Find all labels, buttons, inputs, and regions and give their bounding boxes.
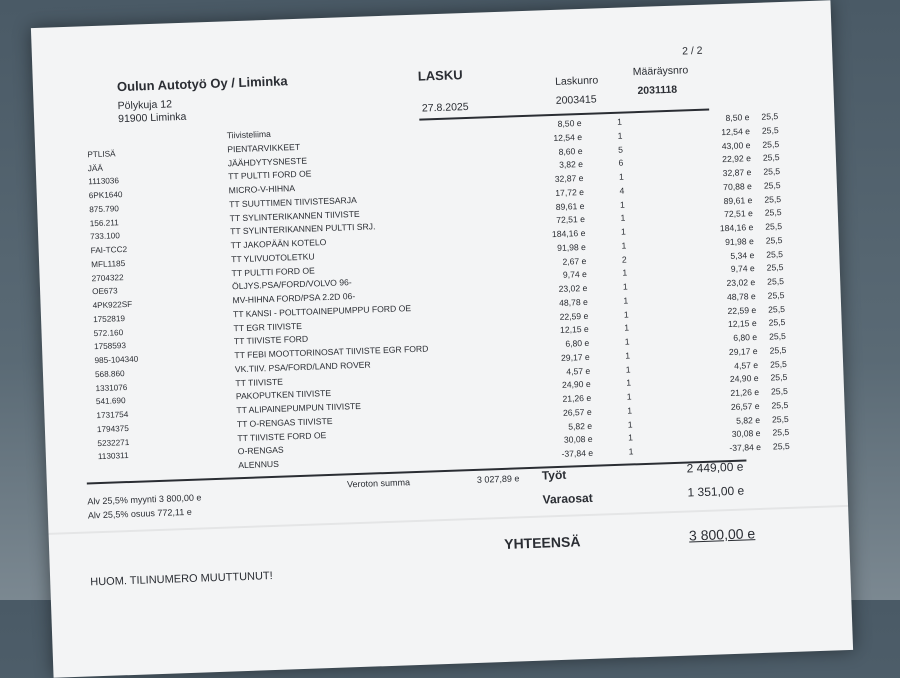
item-total: 43,00 e — [721, 139, 751, 151]
invoice-number: 2003415 — [555, 93, 597, 107]
item-code: 733.100 — [90, 231, 120, 242]
line-items-table — [75, 109, 814, 478]
parts-value: 1 351,00 e — [687, 483, 745, 500]
item-description: TT EGR TIIVISTE — [233, 320, 303, 333]
item-vat-rate: 25,5 — [772, 427, 790, 438]
item-unit-price: 21,26 e — [562, 392, 592, 404]
item-code: 1758593 — [93, 341, 127, 352]
item-code: 1731754 — [96, 409, 129, 421]
item-quantity: 1 — [624, 322, 630, 333]
item-vat-rate: 25,5 — [771, 413, 789, 425]
labor-value: 2 449,00 e — [686, 459, 744, 476]
company-address-city: 91900 Liminka — [117, 110, 187, 126]
item-quantity: 1 — [620, 226, 626, 237]
item-code: 1794375 — [96, 423, 129, 434]
item-total: 70,88 e — [722, 180, 753, 192]
item-total: 29,17 e — [728, 345, 758, 357]
item-code: 568.860 — [94, 368, 125, 379]
account-change-notice: HUOM. TILINUMERO MUUTTUNUT! — [90, 570, 273, 589]
item-quantity: 1 — [623, 295, 629, 306]
item-quantity: 1 — [627, 432, 634, 443]
item-quantity: 4 — [619, 185, 625, 196]
item-quantity: 1 — [623, 308, 629, 320]
item-code: 572.160 — [93, 327, 124, 338]
item-description: ÖLJYS.PSA/FORD/VOLVO 96- — [231, 277, 352, 292]
item-quantity: 1 — [620, 212, 626, 223]
item-code: FAI-TCC2 — [90, 244, 128, 256]
item-vat-rate: 25,5 — [771, 399, 789, 411]
item-vat-rate: 25,5 — [769, 358, 787, 370]
item-total: 184,16 e — [719, 222, 754, 234]
order-number-label: Määräysnro — [632, 64, 689, 79]
item-unit-price: 24,90 e — [561, 379, 591, 391]
item-description: PIENTARVIKKEET — [227, 141, 301, 155]
item-total: 91,98 e — [724, 235, 754, 247]
item-total: 12,54 e — [721, 125, 751, 137]
invoice-number-label: Laskunro — [554, 74, 599, 88]
vat-sales: Alv 25,5% myynti 3 800,00 e — [87, 492, 202, 507]
order-number: 2031118 — [637, 83, 678, 98]
item-code: 4PK922SF — [92, 299, 133, 311]
item-vat-rate: 25,5 — [772, 440, 790, 452]
item-vat-rate: 25,5 — [766, 262, 784, 273]
item-quantity: 1 — [622, 281, 628, 292]
item-unit-price: 91,98 e — [557, 241, 587, 253]
item-unit-price: 4,57 e — [566, 365, 591, 377]
item-unit-price: -37,84 e — [561, 447, 594, 459]
item-description: TT PULTTI FORD OE — [228, 168, 312, 182]
item-unit-price: 184,16 e — [551, 227, 586, 240]
grand-total-value: 3 800,00 e — [688, 525, 756, 544]
vat-share: Alv 25,5% osuus 772,11 e — [87, 506, 192, 521]
item-total: 4,57 e — [734, 359, 759, 371]
item-vat-rate: 25,5 — [765, 221, 783, 232]
item-description: TT KANSI - POLTTOAINEPUMPPU FORD OE — [232, 302, 412, 320]
item-vat-rate: 25,5 — [765, 234, 783, 246]
item-unit-price: 12,15 e — [559, 324, 589, 336]
item-unit-price: 5,82 e — [568, 420, 593, 432]
item-total: 32,87 e — [722, 167, 752, 179]
item-vat-rate: 25,5 — [763, 166, 781, 177]
item-unit-price: 29,17 e — [560, 351, 590, 363]
item-description: TT O-RENGAS TIIVISTE — [236, 415, 333, 429]
item-code: 1113036 — [88, 176, 120, 187]
item-description: TT SYLINTERIKANNEN TIIVISTE — [229, 208, 360, 223]
item-unit-price: 3,82 e — [558, 159, 584, 171]
item-code: 5232271 — [97, 437, 130, 448]
item-unit-price: 48,78 e — [558, 296, 588, 308]
item-description: TT ALIPAINEPUMPUN TIIVISTE — [236, 400, 362, 416]
item-description: TT TIIVISTE FORD — [233, 333, 309, 347]
item-vat-rate: 25,5 — [768, 317, 786, 328]
item-quantity: 1 — [622, 267, 628, 278]
item-unit-price: 17,72 e — [555, 186, 585, 198]
item-code: 1752819 — [92, 313, 126, 324]
item-unit-price: 32,87 e — [554, 172, 584, 184]
item-total: 26,57 e — [730, 400, 760, 412]
invoice-paper — [31, 0, 853, 678]
item-unit-price: 30,08 e — [563, 434, 593, 446]
item-unit-price: 89,61 e — [555, 200, 585, 212]
item-quantity: 1 — [625, 363, 631, 375]
item-vat-rate: 25,5 — [770, 385, 788, 397]
item-total: 48,78 e — [726, 290, 756, 302]
item-description: ALENNUS — [238, 458, 280, 471]
item-total: 72,51 e — [723, 208, 753, 220]
item-description: PAKOPUTKEN TIIVISTE — [235, 388, 332, 402]
item-unit-price: 12,54 e — [553, 131, 583, 143]
item-quantity: 2 — [621, 254, 627, 265]
item-quantity: 1 — [616, 116, 623, 127]
item-vat-rate: 25,5 — [762, 138, 780, 150]
item-vat-rate: 25,5 — [767, 303, 786, 315]
item-code: MFL1185 — [91, 258, 126, 269]
company-name: Oulun Autotyö Oy / Liminka — [116, 73, 288, 95]
item-quantity: 1 — [624, 336, 630, 347]
item-total: 5,34 e — [730, 249, 755, 261]
net-label: Veroton summa — [346, 477, 411, 490]
item-total: 30,08 e — [731, 428, 761, 440]
item-code: JÄÄ — [87, 163, 104, 173]
item-unit-price: 23,02 e — [558, 282, 588, 294]
item-vat-rate: 25,5 — [761, 124, 779, 136]
item-code: 2704322 — [91, 272, 124, 283]
item-quantity: 1 — [627, 418, 633, 430]
item-total: 8,50 e — [725, 112, 750, 123]
item-vat-rate: 25,5 — [764, 207, 782, 218]
item-total: 9,74 e — [730, 263, 755, 275]
item-code: 1331076 — [95, 382, 128, 393]
page-number: 2 / 2 — [681, 44, 703, 58]
item-unit-price: 8,60 e — [558, 145, 583, 157]
item-vat-rate: 25,5 — [764, 193, 782, 205]
item-code: OE673 — [91, 286, 118, 297]
item-total: 24,90 e — [729, 373, 759, 385]
item-description: Tiivisteliima — [226, 128, 272, 141]
item-total: 23,02 e — [726, 277, 756, 289]
item-description: TT JAKOPÄÄN KOTELO — [230, 236, 327, 251]
net-value: 3 027,89 e — [476, 473, 520, 485]
item-total: 21,26 e — [730, 386, 760, 398]
item-vat-rate: 25,5 — [761, 111, 779, 122]
item-description: MICRO-V-HIHNA — [228, 183, 296, 196]
item-vat-rate: 25,5 — [767, 276, 785, 287]
item-unit-price: 6,80 e — [565, 337, 590, 349]
item-unit-price: 72,51 e — [556, 214, 586, 226]
item-quantity: 1 — [626, 391, 632, 402]
item-description: TT PULTTI FORD OE — [231, 264, 315, 278]
item-code: 875.790 — [89, 203, 120, 214]
item-quantity: 1 — [617, 130, 623, 141]
item-quantity: 1 — [621, 240, 627, 251]
item-description: TT TIIVISTE — [235, 376, 283, 388]
item-code: 6PK1640 — [88, 190, 123, 201]
company-address-street: Pölykuja 12 — [117, 98, 173, 113]
item-unit-price: 26,57 e — [562, 406, 592, 418]
item-total: 6,80 e — [733, 332, 758, 343]
item-description: JÄÄHDYTYSNESTE — [227, 155, 308, 168]
item-code: 985-104340 — [94, 354, 139, 366]
item-code: 541.690 — [95, 396, 126, 407]
item-quantity: 1 — [618, 171, 625, 182]
item-code: 1130311 — [97, 451, 129, 462]
item-description: TT SYLINTERIKANNEN PULTTI SRJ. — [229, 221, 376, 237]
item-unit-price: 9,74 e — [562, 269, 587, 280]
item-unit-price: 2,67 e — [562, 255, 587, 267]
item-description: O-RENGAS — [237, 444, 284, 457]
item-quantity: 1 — [625, 350, 631, 361]
item-unit-price: 8,50 e — [557, 118, 582, 129]
item-description: TT SUUTTIMEN TIIVISTESARJA — [228, 194, 357, 210]
item-quantity: 1 — [628, 446, 634, 457]
item-total: 89,61 e — [723, 194, 753, 206]
item-unit-price: 22,59 e — [559, 310, 589, 322]
item-vat-rate: 25,5 — [768, 331, 787, 342]
item-total: 12,15 e — [727, 318, 757, 330]
item-description: VK.TIIV. PSA/FORD/LAND ROVER — [234, 359, 371, 374]
item-vat-rate: 25,5 — [767, 289, 785, 301]
document-title: LASKU — [417, 67, 463, 84]
item-code: 156.211 — [89, 217, 119, 228]
grand-total-label: YHTEENSÄ — [503, 533, 581, 552]
item-code: PTLISÄ — [87, 149, 116, 160]
labor-label: Työt — [541, 467, 567, 483]
invoice-date: 27.8.2025 — [421, 100, 469, 115]
item-vat-rate: 25,5 — [766, 248, 784, 260]
item-quantity: 1 — [619, 199, 625, 210]
item-description: MV-HIHNA FORD/PSA 2.2D 06- — [232, 291, 356, 306]
item-description: TT TIIVISTE FORD OE — [237, 429, 327, 443]
item-quantity: 5 — [617, 144, 624, 155]
item-quantity: 6 — [618, 157, 624, 168]
item-description: TT YLIVUOTOLETKU — [230, 251, 315, 265]
item-total: 22,59 e — [727, 304, 757, 316]
item-total: 5,82 e — [735, 414, 761, 426]
item-vat-rate: 25,5 — [770, 372, 788, 383]
item-total: -37,84 e — [729, 441, 762, 454]
parts-label: Varaosat — [542, 490, 593, 507]
item-quantity: 1 — [627, 405, 633, 416]
item-total: 22,92 e — [722, 153, 752, 165]
item-description: TT FEBI MOOTTORINOSAT TIIVISTE EGR FORD — [234, 343, 429, 361]
item-vat-rate: 25,5 — [762, 152, 780, 163]
item-vat-rate: 25,5 — [763, 179, 781, 191]
item-quantity: 1 — [626, 377, 632, 388]
item-vat-rate: 25,5 — [769, 344, 787, 356]
